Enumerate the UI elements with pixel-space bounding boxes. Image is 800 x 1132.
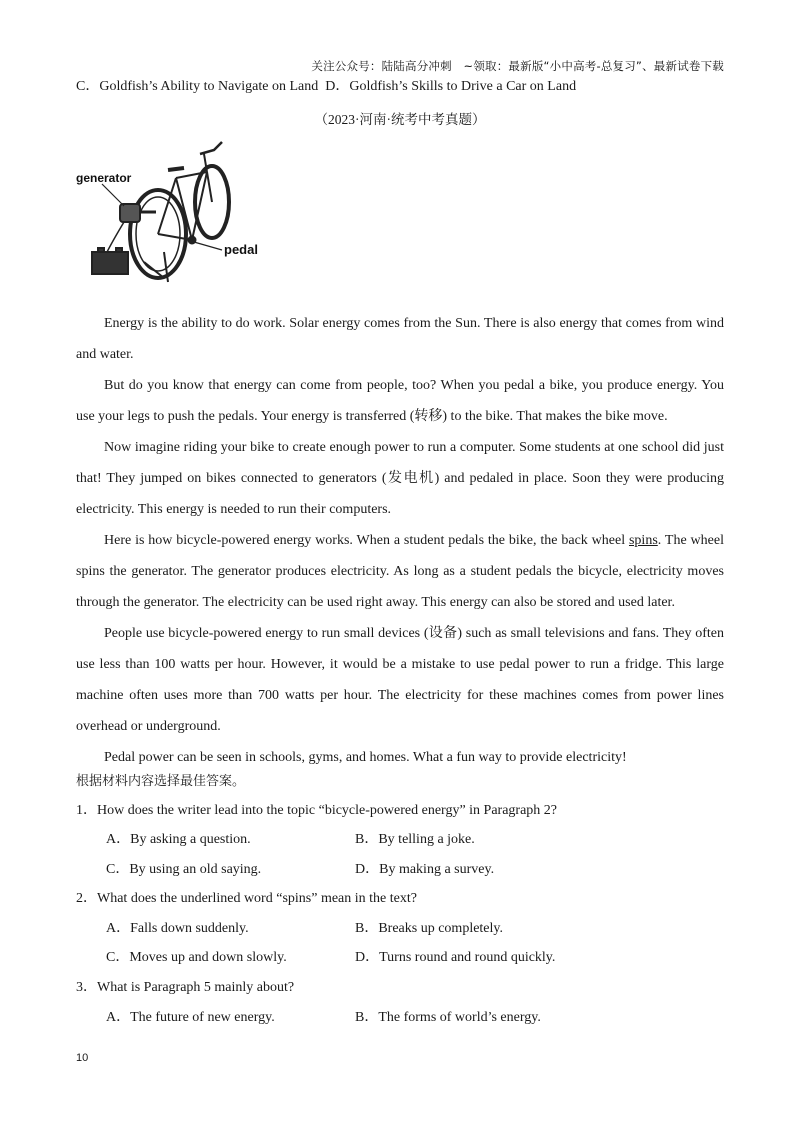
passage-paragraph-1: Energy is the ability to do work. Solar energy comes from the Sun. There is also energy that comes from wind and water. (76, 316, 724, 362)
passage-paragraph-5: People use bicycle-powered energy to run small devices (设备) such as small televisions and fans. They often use less than 100 watts per hour. However, it would be a mistake to use pedal power to run a fridge. This large machine often uses more than 700 watts per hour. The electricity for these machines comes from power lines overhead or underground. (76, 626, 724, 734)
generator-label: generator (76, 171, 132, 185)
question-source: （2023·河南·统考中考真题） (314, 112, 486, 127)
bicycle-generator-figure (72, 132, 268, 284)
prev-option-d: D．Goldfish’s Skills to Drive a Car on Land (325, 79, 577, 94)
question-2-option-c[interactable]: C．Moves up and down slowly. (106, 950, 287, 965)
question-3-option-a[interactable]: A．The future of new energy. (106, 1010, 275, 1025)
paragraph-4-text-after: . The wheel spins the generator. The generator produces electricity. As long as a student pedals the bicycle, electricity moves through the generator. The electricity can be used right away. This energy can also be stored and used later. (76, 533, 724, 610)
page-number: 10 (76, 1052, 89, 1064)
passage-paragraph-6: Pedal power can be seen in schools, gyms, and homes. What a fun way to provide electricity! (104, 750, 627, 765)
instruction: 根据材料内容选择最佳答案。 (76, 774, 246, 789)
question-1-option-a[interactable]: A．By asking a question. (106, 832, 251, 847)
question-3-option-b[interactable]: B．The forms of world’s energy. (355, 1010, 541, 1025)
bicycle-illustration (72, 132, 268, 284)
prev-option-c: C．Goldfish’s Ability to Navigate on Land (76, 79, 319, 94)
question-2-stem: 2．What does the underlined word “spins” mean in the text? (76, 891, 417, 906)
page-header-banner: 关注公众号：陆陆高分冲刺 ~领取：最新版“小中高考-总复习”、最新试卷下载 (311, 59, 724, 73)
passage-paragraph-2: But do you know that energy can come from people, too? When you pedal a bike, you produce energy. You use your legs to push the pedals. Your energy is transferred (转移) to the bike. That makes the bike move. (76, 378, 724, 424)
question-1-option-c[interactable]: C．By using an old saying. (106, 862, 262, 877)
question-1-stem: 1．How does the writer lead into the topic “bicycle-powered energy” in Paragraph 2? (76, 803, 558, 818)
prev-question-options (76, 77, 576, 97)
question-2-option-d[interactable]: D．Turns round and round quickly. (355, 950, 556, 965)
question-2-option-b[interactable]: B．Breaks up completely. (355, 921, 504, 936)
question-1-option-b[interactable]: B．By telling a joke. (355, 832, 475, 847)
passage-paragraph-4 (76, 525, 724, 618)
underlined-word-spins: spins (628, 533, 658, 548)
paragraph-4-text-before: Here is how bicycle-powered energy works. When a student pedals the bike, the back wheel (104, 533, 629, 548)
passage-paragraph-3: Now imagine riding your bike to create enough power to run a computer. Some students at one school did just that! They jumped on bikes connected to generators (发电机) and pedaled in place. Soon they were producing electricity. This energy is needed to run their computers. (76, 440, 724, 517)
pedal-label: pedal (224, 242, 258, 257)
passage (76, 308, 724, 773)
question-1-option-d[interactable]: D．By making a survey. (355, 862, 495, 877)
question-2-option-a[interactable]: A．Falls down suddenly. (106, 921, 249, 936)
question-3-stem: 3．What is Paragraph 5 mainly about? (76, 980, 295, 995)
